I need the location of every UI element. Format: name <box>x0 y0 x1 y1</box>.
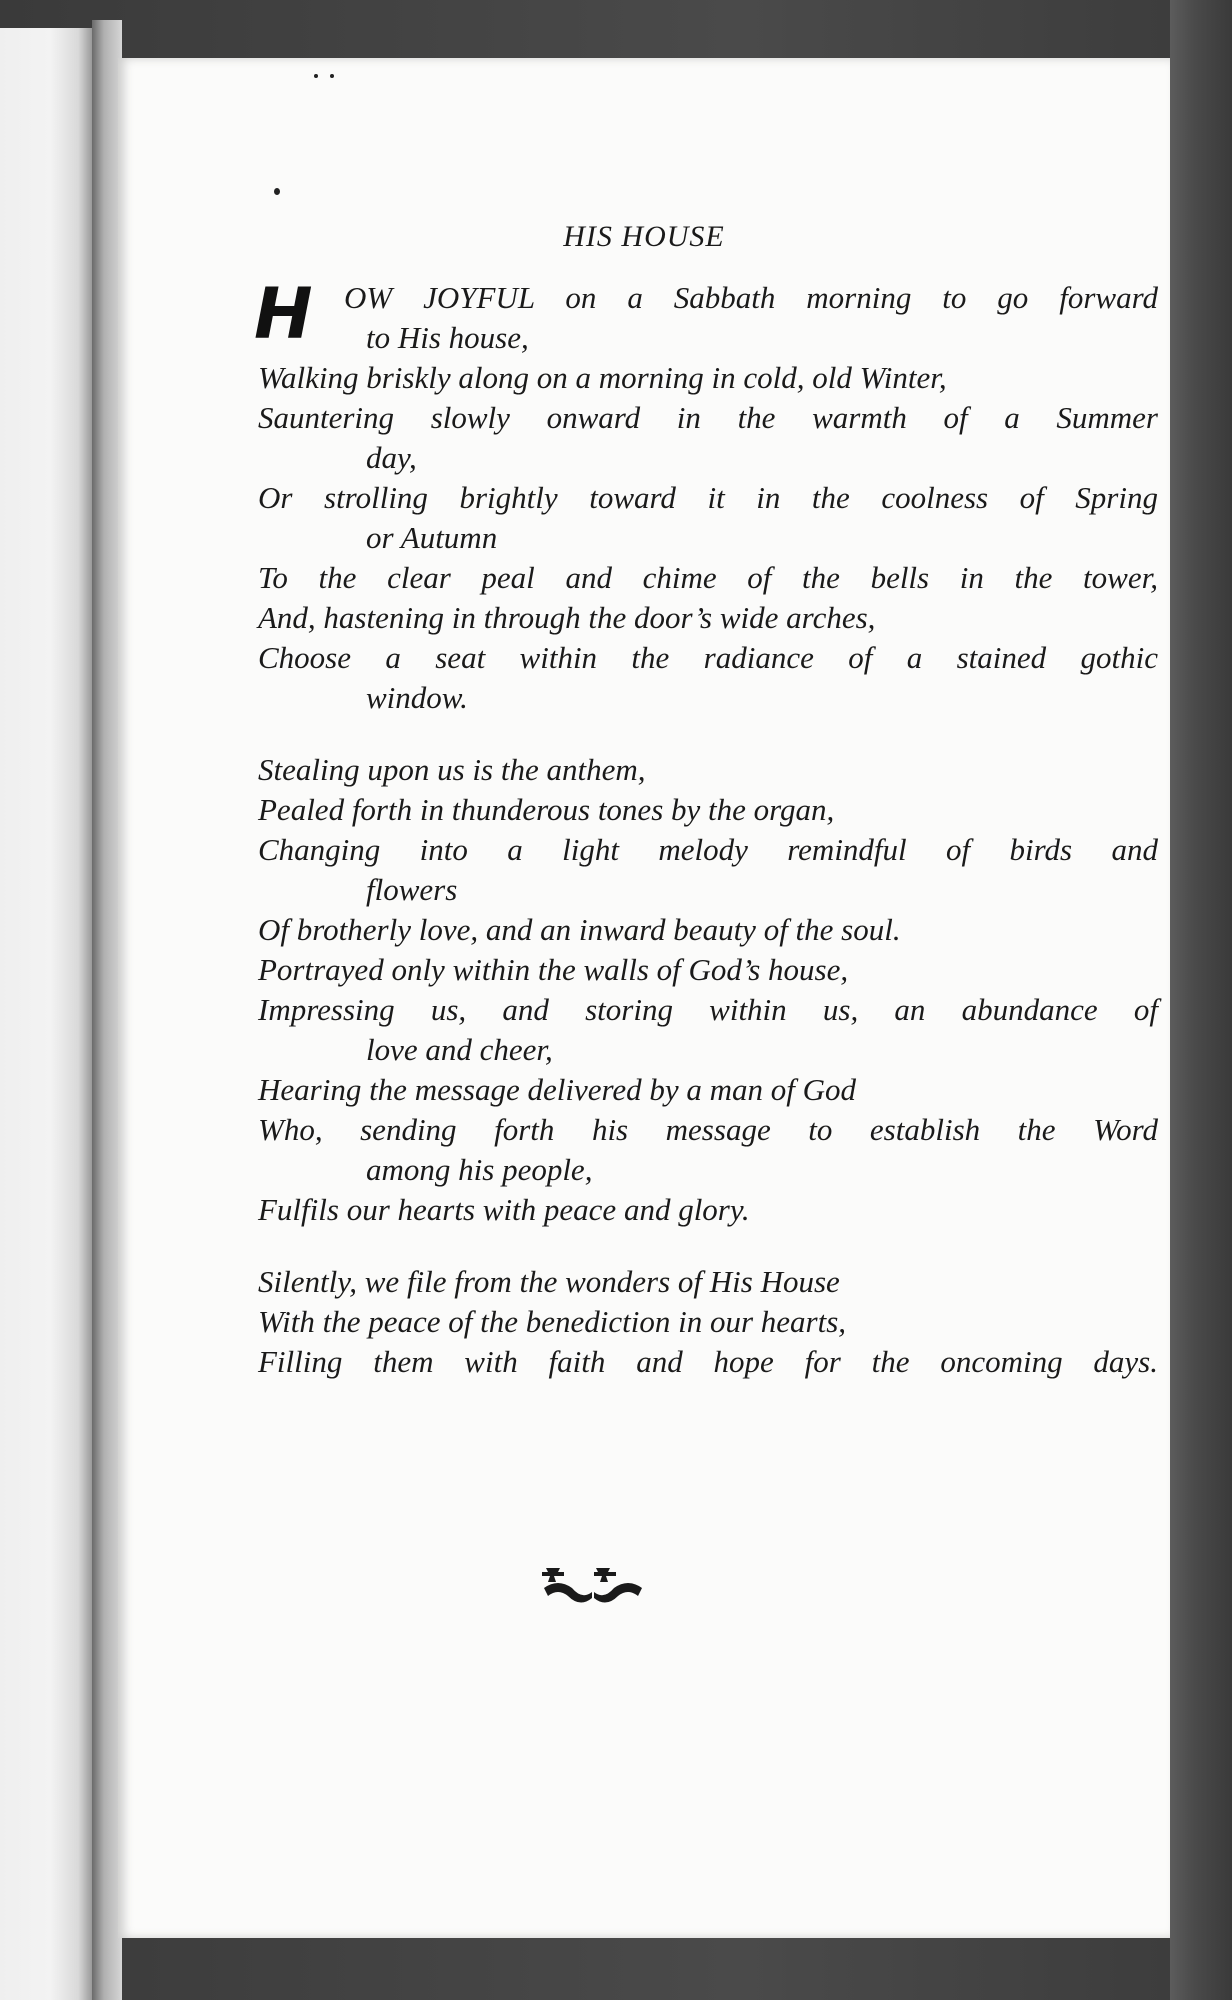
poem-title: HIS HOUSE <box>563 220 725 253</box>
poem-line: to His house, <box>366 320 529 355</box>
poem-line: Silently, we file from the wonders of His House <box>258 1264 840 1299</box>
poem-line: Pealed forth in thunderous tones by the organ, <box>258 792 835 827</box>
poem-line: flowers <box>366 872 458 907</box>
poem-line: Impressing us, and storing within us, an abundance of <box>258 992 1158 1027</box>
book-page <box>118 58 1170 1938</box>
poem-body <box>254 273 1158 1414</box>
poem-line: To the clear peal and chime of the bells in the tower, <box>258 560 1158 595</box>
poem-line: And, hastening in through the door’s wide arches, <box>258 600 876 635</box>
poem-line: or Autumn <box>366 520 498 555</box>
drop-cap: H <box>254 273 313 355</box>
poem-line: Fulfils our hearts with peace and glory. <box>258 1192 750 1227</box>
dust-speck <box>274 188 280 195</box>
dust-speck <box>314 74 318 78</box>
poem-line: among his people, <box>366 1152 593 1187</box>
twin-flower-ornament-icon <box>538 1558 648 1608</box>
stanza-3 <box>258 1262 1158 1382</box>
dust-speck <box>330 74 334 78</box>
poem-line: love and cheer, <box>366 1032 553 1067</box>
poem-line: Walking briskly along on a morning in cold, old Winter, <box>258 360 947 395</box>
stanza-2 <box>258 750 1158 1230</box>
poem-line: OW JOYFUL on a Sabbath morning to go forward <box>344 280 1158 315</box>
book-cover-edge <box>1170 0 1232 2000</box>
poem-line: Filling them with faith and hope for the oncoming days. <box>258 1344 1158 1379</box>
poem-line: Hearing the message delivered by a man of God <box>258 1072 857 1107</box>
poem-line: Of brotherly love, and an inward beauty of the soul. <box>258 912 901 947</box>
poem-line: window. <box>366 680 468 715</box>
stanza-1 <box>258 278 1158 718</box>
poem-line: Sauntering slowly onward in the warmth of a Summer <box>258 400 1158 435</box>
poem-line: Who, sending forth his message to establish the Word <box>258 1112 1158 1147</box>
poem-line: Stealing upon us is the anthem, <box>258 752 646 787</box>
poem-line: Choose a seat within the radiance of a stained gothic <box>258 640 1158 675</box>
poem-line: Or strolling brightly toward it in the coolness of Spring <box>258 480 1158 515</box>
poem-line: Portrayed only within the walls of God’s house, <box>258 952 849 987</box>
facing-page-edge <box>0 28 92 2000</box>
poem-line: With the peace of the benediction in our hearts, <box>258 1304 847 1339</box>
poem-line: Changing into a light melody remindful of birds and <box>258 832 1158 867</box>
poem-line: day, <box>366 440 417 475</box>
